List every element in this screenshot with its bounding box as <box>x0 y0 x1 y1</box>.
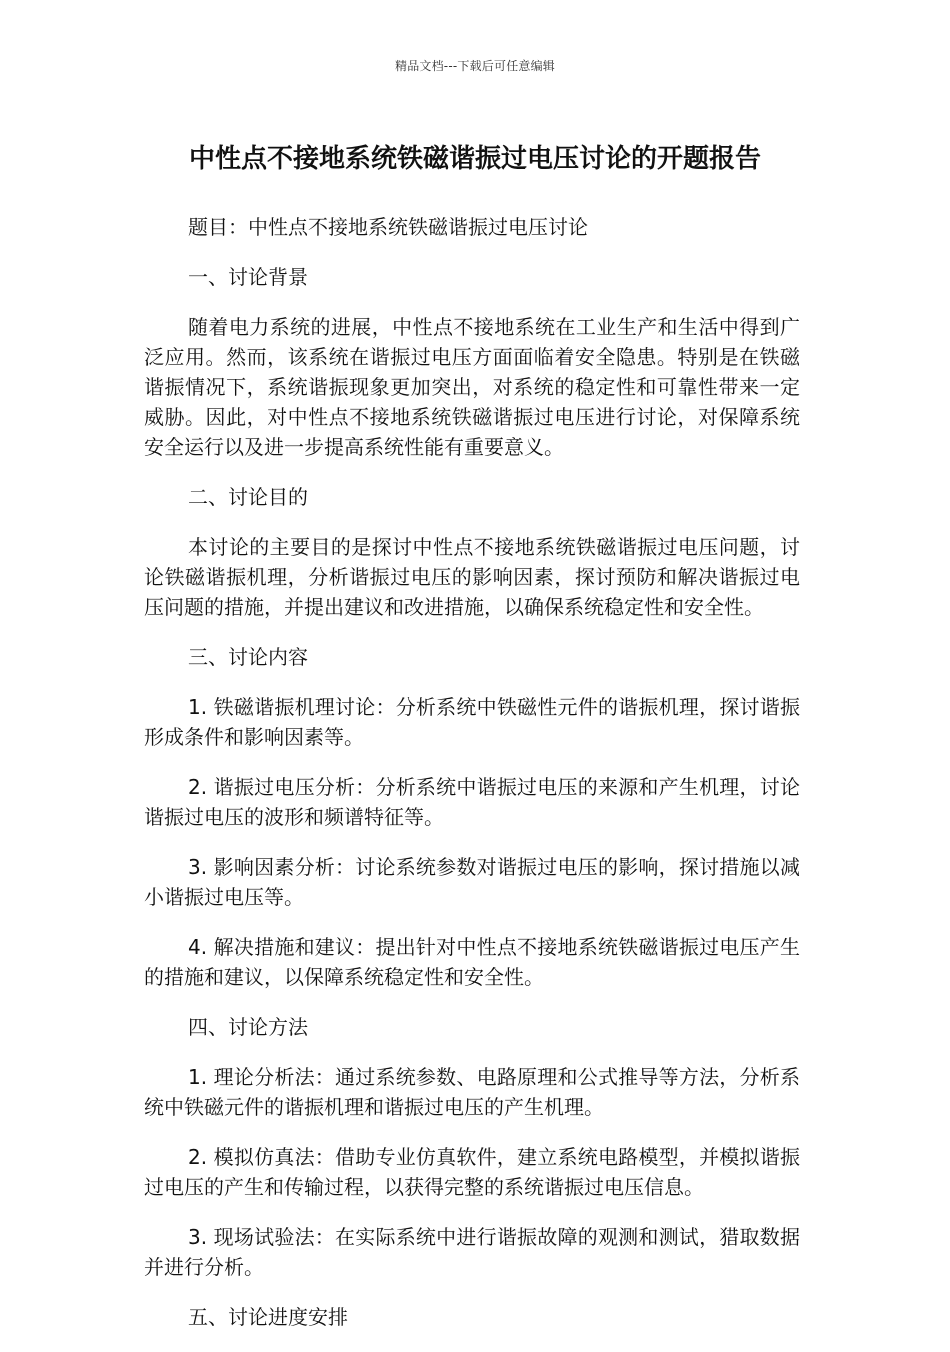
section-heading-methods: 四、讨论方法 <box>188 1015 308 1039</box>
content-item: 4. 解决措施和建议：提出针对中性点不接地系统铁磁谐振过电压产生的措施和建议，以保障系统稳定性和安全性。 <box>144 935 800 989</box>
method-item: 2. 模拟仿真法：借助专业仿真软件，建立系统电路模型，并模拟谐振过电压的产生和传输过程，以获得完整的系统谐振过电压信息。 <box>144 1145 800 1199</box>
method-item: 3. 现场试验法：在实际系统中进行谐振故障的观测和测试，猎取数据并进行分析。 <box>144 1225 800 1279</box>
section-heading-content: 三、讨论内容 <box>188 645 308 669</box>
document-body <box>144 212 800 1352</box>
document-title: 中性点不接地系统铁磁谐振过电压讨论的开题报告 <box>188 144 761 174</box>
section-heading-purpose: 二、讨论目的 <box>188 485 308 509</box>
content-item: 3. 影响因素分析：讨论系统参数对谐振过电压的影响，探讨措施以减小谐振过电压等。 <box>144 855 800 909</box>
content-item: 2. 谐振过电压分析：分析系统中谐振过电压的来源和产生机理，讨论谐振过电压的波形和频谱特征等。 <box>144 775 800 829</box>
page-header: 精品文档---下载后可任意编辑 <box>395 59 555 73</box>
method-item: 1. 理论分析法：通过系统参数、电路原理和公式推导等方法，分析系统中铁磁元件的谐振机理和谐振过电压的产生机理。 <box>144 1065 800 1119</box>
purpose-paragraph: 本讨论的主要目的是探讨中性点不接地系统铁磁谐振过电压问题，讨论铁磁谐振机理，分析谐振过电压的影响因素，探讨预防和解决谐振过电压问题的措施，并提出建议和改进措施，以确保系统稳定性和安全性。 <box>144 535 800 619</box>
content-item: 1. 铁磁谐振机理讨论：分析系统中铁磁性元件的谐振机理，探讨谐振形成条件和影响因素等。 <box>144 695 800 749</box>
section-heading-background: 一、讨论背景 <box>188 265 308 289</box>
topic-line: 题目：中性点不接地系统铁磁谐振过电压讨论 <box>188 215 588 239</box>
background-paragraph: 随着电力系统的进展，中性点不接地系统在工业生产和生活中得到广泛应用。然而，该系统在谐振过电压方面面临着安全隐患。特别是在铁磁谐振情况下，系统谐振现象更加突出，对系统的稳定性和可靠性带来一定威胁。因此，对中性点不接地系统铁磁谐振过电压进行讨论，对保障系统安全运行以及进一步提高系统性能有重要意义。 <box>144 315 800 459</box>
section-heading-schedule: 五、讨论进度安排 <box>188 1305 348 1329</box>
